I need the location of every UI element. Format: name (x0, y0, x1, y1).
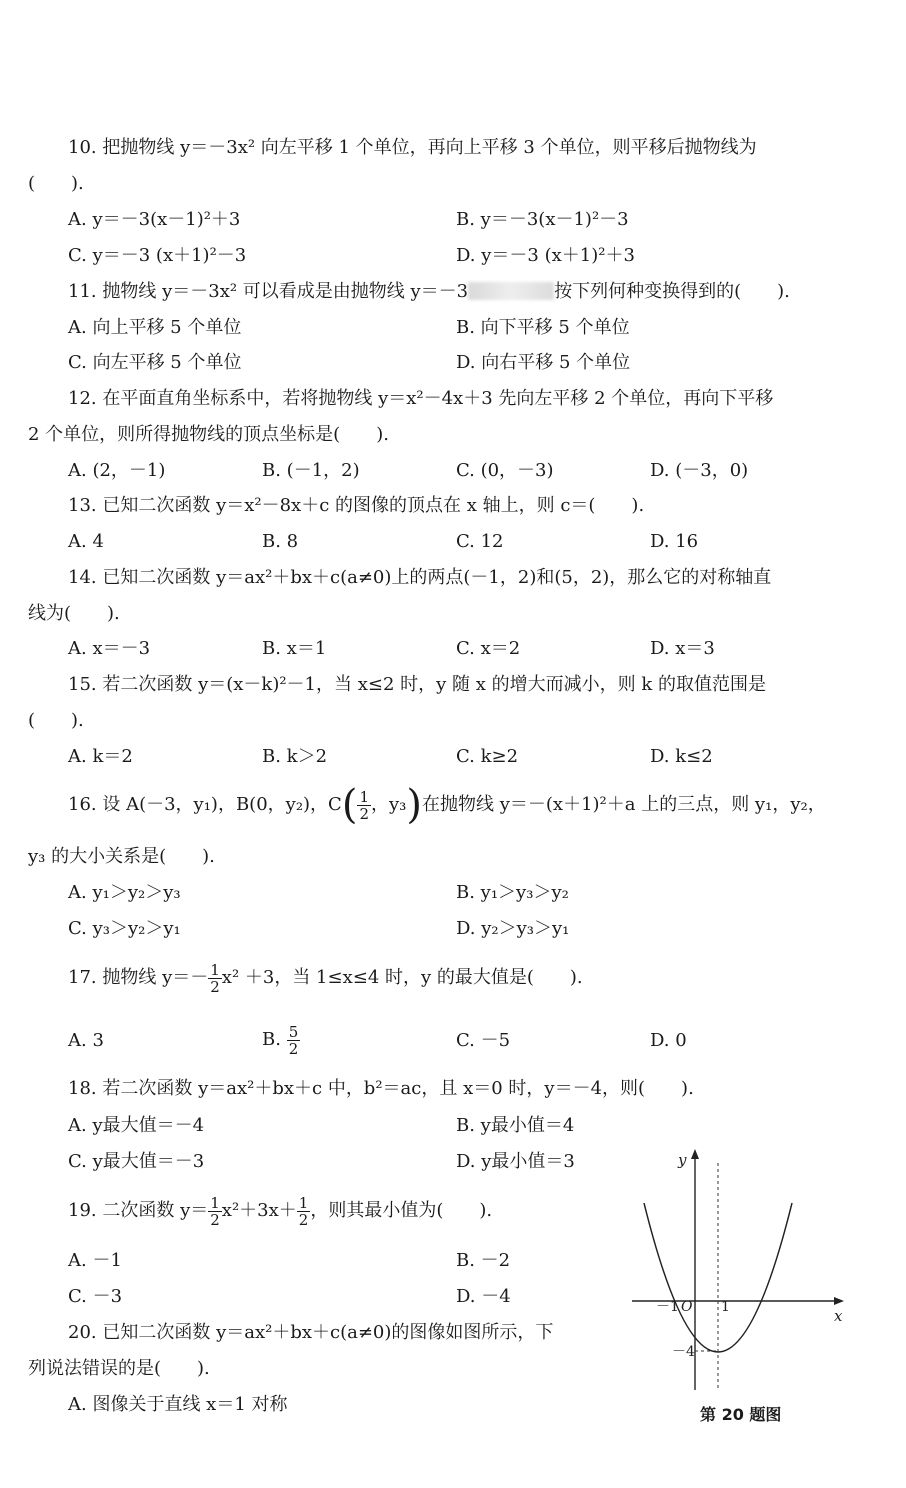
q19-option-d: D. －4 (456, 1286, 511, 1307)
left-paren: ( (341, 782, 358, 828)
q11-option-b: B. 向下平移 5 个单位 (456, 317, 630, 338)
q13-option-b: B. 8 (262, 531, 299, 552)
q20-option-a: A. 图像关于直线 x＝1 对称 (68, 1394, 288, 1415)
fraction-denominator: 2 (210, 977, 220, 996)
redacted-blur (468, 282, 554, 300)
q13-option-a: A. 4 (68, 531, 104, 552)
tick-label-neg4: －4 (672, 1344, 695, 1360)
q11-stem-part-b: 按下列何种变换得到的( ). (554, 281, 790, 302)
q12-stem: 12. 在平面直角坐标系中，若将抛物线 y＝x²－4x＋3 先向左平移 2 个单位，再向下平移 (68, 388, 774, 409)
fraction-denominator: 2 (359, 804, 369, 823)
q12-option-b: B. (－1，2) (262, 460, 360, 481)
q10-stem: 10. 把抛物线 y＝－3x² 向左平移 1 个单位，再向上平移 3 个单位，则平移后抛物线为 (68, 137, 757, 158)
q10-option-b: B. y＝－3(x－1)²－3 (456, 209, 629, 230)
q14-option-a: A. x＝－3 (68, 638, 151, 659)
q13-option-c: C. 12 (456, 531, 504, 552)
q11-option-c: C. 向左平移 5 个单位 (68, 352, 242, 373)
q15-stem: 15. 若二次函数 y＝(x－k)²－1，当 x≤2 时，y 随 x 的增大而减小，则 k 的取值范围是 (68, 674, 766, 695)
q12-option-a: A. (2，－1) (68, 460, 166, 481)
q12-option-c: C. (0，－3) (456, 460, 554, 481)
fraction (208, 962, 222, 995)
q14-stem-cont: 线为( ). (28, 603, 120, 624)
q16-stem (68, 783, 826, 827)
q15-option-a: A. k＝2 (68, 746, 133, 767)
q19-option-a: A. －1 (68, 1250, 122, 1271)
q16-stem-part-a: 16. 设 A(－3，y₁)，B(0，y₂)，C (68, 794, 342, 815)
q19-stem (68, 1189, 492, 1233)
q13-option-d: D. 16 (650, 531, 699, 552)
q17-stem-part-b: x² ＋3，当 1≤x≤4 时，y 的最大值是( ). (221, 967, 583, 988)
x-axis-arrow (834, 1297, 844, 1305)
fraction-denominator: 2 (288, 1039, 299, 1058)
q19-option-b: B. －2 (456, 1250, 511, 1271)
q18-option-a: A. y最大值＝－4 (68, 1115, 205, 1136)
q17-option-b-label: B. (262, 1029, 281, 1050)
q11-option-d: D. 向右平移 5 个单位 (456, 352, 631, 373)
q19-stem-part-b: x²＋3x＋ (221, 1200, 297, 1221)
fraction (297, 1195, 311, 1228)
fraction-numerator: 5 (288, 1022, 299, 1041)
q18-option-b: B. y最小值＝4 (456, 1115, 575, 1136)
fraction (287, 1024, 301, 1057)
q17-option-b (262, 1018, 300, 1062)
origin-label: O (681, 1299, 693, 1315)
q16-option-b: B. y₁＞y₃＞y₂ (456, 882, 569, 903)
fraction-numerator: 1 (298, 1193, 309, 1212)
q19-stem-part-a: 19. 二次函数 y＝ (68, 1200, 209, 1221)
y-axis-label: y (678, 1151, 687, 1169)
tick-label-neg1: －1 (656, 1299, 679, 1315)
q10-option-d: D. y＝－3 (x＋1)²＋3 (456, 245, 635, 266)
q12-stem-cont: 2 个单位，则所得抛物线的顶点坐标是( ). (28, 424, 389, 445)
q10-stem-cont: ( ). (28, 173, 84, 194)
q15-option-c: C. k≥2 (456, 746, 519, 767)
q18-option-c: C. y最大值＝－3 (68, 1151, 205, 1172)
fraction-numerator: 1 (210, 960, 220, 979)
q12-option-d: D. (－3，0) (650, 460, 749, 481)
q17-stem (68, 956, 583, 1000)
q11-stem (68, 280, 790, 304)
q17-option-a: A. 3 (68, 1030, 104, 1051)
q13-stem: 13. 已知二次函数 y＝x²－8x＋c 的图像的顶点在 x 轴上，则 c＝( ). (68, 495, 645, 516)
right-paren: ) (406, 782, 422, 828)
q10-option-a: A. y＝－3(x－1)²＋3 (68, 209, 241, 230)
fraction (208, 1195, 222, 1228)
figure-caption: 第 20 题图 (700, 1405, 782, 1424)
q11-stem-part-a: 11. 抛物线 y＝－3x² 可以看成是由抛物线 y＝－3 (68, 281, 469, 302)
q16-option-a: A. y₁＞y₂＞y₃ (68, 882, 181, 903)
q14-option-c: C. x＝2 (456, 638, 521, 659)
q10-option-c: C. y＝－3 (x＋1)²－3 (68, 245, 247, 266)
q20-stem-cont: 列说法错误的是( ). (28, 1358, 210, 1379)
q14-option-b: B. x＝1 (262, 638, 327, 659)
q15-option-b: B. k＞2 (262, 746, 328, 767)
fraction (357, 789, 371, 822)
q17-option-d: D. 0 (650, 1030, 687, 1051)
parabola-figure (628, 1145, 848, 1425)
q20-stem: 20. 已知二次函数 y＝ax²＋bx＋c(a≠0)的图像如图所示，下 (68, 1322, 554, 1343)
q17-option-c: C. －5 (456, 1030, 511, 1051)
fraction-denominator: 2 (210, 1210, 220, 1229)
q19-option-c: C. －3 (68, 1286, 123, 1307)
x-axis-label: x (834, 1307, 843, 1325)
q16-stem-part-c: 在抛物线 y＝－(x＋1)²＋a 上的三点，则 y₁，y₂， (422, 794, 826, 815)
q15-stem-cont: ( ). (28, 710, 84, 731)
fraction-denominator: 2 (298, 1210, 309, 1229)
q11-option-a: A. 向上平移 5 个单位 (68, 317, 242, 338)
q16-option-d: D. y₂＞y₃＞y₁ (456, 918, 570, 939)
q16-stem-part-b: ，y₃ (371, 794, 407, 815)
q14-option-d: D. x＝3 (650, 638, 715, 659)
q19-stem-part-c: ，则其最小值为( ). (310, 1200, 493, 1221)
q18-stem: 18. 若二次函数 y＝ax²＋bx＋c 中，b²＝ac，且 x＝0 时，y＝－4，则( ). (68, 1078, 694, 1099)
q16-option-c: C. y₃＞y₂＞y₁ (68, 918, 181, 939)
y-axis-arrow (691, 1149, 699, 1159)
q16-stem-cont: y₃ 的大小关系是( ). (28, 846, 215, 867)
q18-option-d: D. y最小值＝3 (456, 1151, 575, 1172)
fraction-numerator: 1 (359, 787, 369, 806)
q14-stem: 14. 已知二次函数 y＝ax²＋bx＋c(a≠0)上的两点(－1，2)和(5，2)，那么它的对称轴直 (68, 567, 772, 588)
fraction-numerator: 1 (210, 1193, 220, 1212)
q15-option-d: D. k≤2 (650, 746, 713, 767)
tick-label-1: 1 (721, 1299, 730, 1315)
q17-stem-part-a: 17. 抛物线 y＝－ (68, 967, 209, 988)
